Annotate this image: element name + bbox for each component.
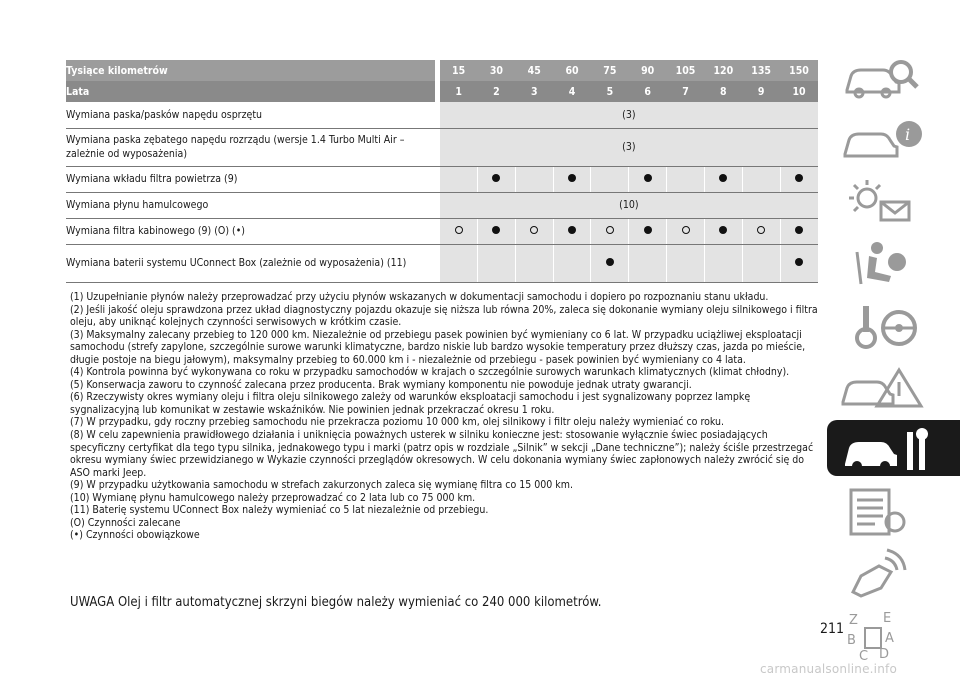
- car-search-icon: [839, 52, 949, 106]
- footnote: (•) Czynności obowiązkowe: [70, 529, 200, 542]
- tab-car-tools[interactable]: [827, 420, 960, 476]
- recommended-circle-icon: [757, 226, 765, 234]
- recommended-circle-icon: [530, 226, 538, 234]
- footnote: (10) Wymianę płynu hamulcowego należy przeprowadzać co 2 lata lub co 75 000 km.: [70, 491, 476, 504]
- footnote: (5) Konserwacja zaworu to czynność zalecana przez producenta. Brak wymiany komponentu nie powoduje jednak utraty gwarancji.: [70, 378, 692, 391]
- mandatory-dot-icon: [719, 174, 727, 182]
- service-cell: [742, 244, 780, 282]
- row-label: Wymiana filtra kabinowego (9) (O) (•): [66, 218, 435, 244]
- maintenance-table: [66, 60, 818, 283]
- service-cell: [704, 218, 742, 244]
- mandatory-dot-icon: [644, 174, 652, 182]
- service-cell: [704, 166, 742, 192]
- service-cell: [591, 244, 629, 282]
- svg-text:A: A: [885, 631, 894, 646]
- svg-text:C: C: [859, 649, 869, 664]
- recommended-circle-icon: [682, 226, 690, 234]
- service-cell: [440, 218, 478, 244]
- service-cell: [478, 244, 516, 282]
- service-cell: [629, 166, 667, 192]
- service-cell: [515, 218, 553, 244]
- header-year-6: 6: [629, 81, 667, 102]
- footnote: (1) Uzupełnianie płynów należy przeprowadzać przy użyciu płynów wskazanych w dokumentacji samochodu i dopiero po rozpoznaniu stanu układu.: [70, 291, 769, 303]
- service-cell: [591, 166, 629, 192]
- row-label: Wymiana paska/pasków napędu osprzętu: [66, 102, 435, 128]
- header-km-75: 75: [591, 60, 629, 81]
- service-cell: [704, 244, 742, 282]
- header-years-label: Lata: [66, 81, 435, 102]
- service-cell: [478, 166, 516, 192]
- footnote: (3) Maksymalny zalecany przebieg to 120 000 km. Niezależnie od przebiegu pasek powinien być wymieniany co 6 lat. W przypadku uciążliwej eksploatacji samochodu (strefy zapylone, szczególnie surowe warunki klimatyczne, bardzo niskie lub bardzo wysokie temperatury przez dłuższy czas, jazda po mieście, długie postoje na biegu jałowym), maksymalny przebieg to 60.000 km i - niezależnie od przebiegu - pasek powinien być wymieniany co 4 lata.: [70, 328, 806, 366]
- row-label: Wymiana płynu hamulcowego: [66, 192, 435, 218]
- row-interval-note: (3): [440, 128, 818, 166]
- footnote: (11) Baterię systemu UConnect Box należy wymieniać co 5 lat niezależnie od przebiegu.: [70, 504, 489, 517]
- service-cell: [780, 244, 818, 282]
- tab-car-signal[interactable]: [827, 544, 960, 600]
- footnote: (7) W przypadku, gdy roczny przebieg samochodu nie przekracza poziomu 10 000 km, olej silnikowy i filtr oleju należy wymieniać co roku.: [70, 416, 725, 429]
- mandatory-dot-icon: [644, 226, 652, 234]
- tab-alphabet-index[interactable]: [827, 606, 960, 662]
- service-cell: [742, 218, 780, 244]
- mandatory-dot-icon: [568, 226, 576, 234]
- header-year-10: 10: [780, 81, 818, 102]
- footnote: (O) Czynności zalecane: [70, 516, 181, 529]
- service-cell: [478, 218, 516, 244]
- service-cell: [591, 218, 629, 244]
- row-label: Wymiana paska zębatego napędu rozrządu (wersje 1.4 Turbo Multi Air – zależnie od wyposażenia): [66, 128, 435, 166]
- header-year-4: 4: [553, 81, 591, 102]
- service-cell: [553, 166, 591, 192]
- header-km-label: Tysiące kilometrów: [66, 60, 435, 81]
- service-cell: [780, 166, 818, 192]
- service-cell: [440, 244, 478, 282]
- mandatory-dot-icon: [492, 174, 500, 182]
- svg-text:B: B: [847, 633, 856, 648]
- header-row-km: [66, 60, 818, 81]
- car-info-icon: [839, 114, 949, 168]
- key-wheel-icon: [839, 300, 949, 354]
- header-km-120: 120: [704, 60, 742, 81]
- header-km-45: 45: [515, 60, 553, 81]
- service-cell: [667, 244, 705, 282]
- service-cell: [742, 166, 780, 192]
- header-year-8: 8: [704, 81, 742, 102]
- table-row: [66, 218, 818, 244]
- mandatory-dot-icon: [719, 226, 727, 234]
- table-row: [66, 102, 818, 128]
- tab-seat-airbag[interactable]: [827, 234, 960, 290]
- row-label: Wymiana baterii systemu UConnect Box (zależnie od wyposażenia) (11): [66, 244, 435, 282]
- header-year-3: 3: [515, 81, 553, 102]
- seat-airbag-icon: [839, 238, 949, 292]
- service-cell: [629, 244, 667, 282]
- mandatory-dot-icon: [795, 174, 803, 182]
- uwaga-note: UWAGA Olej i filtr automatycznej skrzyni biegów należy wymieniać co 240 000 kilometrów.: [70, 595, 602, 610]
- header-km-105: 105: [667, 60, 705, 81]
- tab-sun-envelope[interactable]: [827, 172, 960, 228]
- mandatory-dot-icon: [606, 258, 614, 266]
- footer-watermark: carmanualsonline.info: [760, 662, 897, 676]
- mandatory-dot-icon: [795, 226, 803, 234]
- header-row-years: [66, 81, 818, 102]
- service-cell: [667, 166, 705, 192]
- row-interval-note: (10): [440, 192, 818, 218]
- tab-document-list[interactable]: [827, 482, 960, 538]
- row-label: Wymiana wkładu filtra powietrza (9): [66, 166, 435, 192]
- car-tools-icon: [839, 424, 949, 478]
- header-km-90: 90: [629, 60, 667, 81]
- table-row: [66, 244, 818, 282]
- mandatory-dot-icon: [492, 226, 500, 234]
- service-cell: [440, 166, 478, 192]
- header-year-7: 7: [667, 81, 705, 102]
- document-list-icon: [839, 486, 949, 540]
- svg-text:i: i: [905, 125, 911, 144]
- header-km-135: 135: [742, 60, 780, 81]
- footnote: (8) W celu zapewnienia prawidłowego działania i uniknięcia poważnych usterek w silniku konieczne jest: stosowanie wyłącznie świec posiadających specyficzny certyfikat dla tego typu silnika, jednakowego typu i marki (patrz opis w rozdziale „Silnik” w sekcji „Dane techniczne”); należy ściśle przestrzegać okresu wymiany świec przewidzianego w Wykazie czynności przeglądów okresowych. W celu dokonania wymiany świec zapłonowych należy zwrócić się do ASO marki Jeep.: [70, 429, 814, 479]
- table-row: [66, 128, 818, 166]
- header-year-2: 2: [478, 81, 516, 102]
- service-cell: [553, 218, 591, 244]
- car-warning-icon: [839, 362, 949, 416]
- car-signal-icon: [839, 548, 949, 602]
- header-year-5: 5: [591, 81, 629, 102]
- service-cell: [515, 166, 553, 192]
- row-interval-note: (3): [440, 102, 818, 128]
- recommended-circle-icon: [606, 226, 614, 234]
- svg-text:Z: Z: [849, 613, 858, 628]
- table-row: [66, 192, 818, 218]
- svg-text:E: E: [883, 611, 892, 626]
- header-km-60: 60: [553, 60, 591, 81]
- footnote: (6) Rzeczywisty okres wymiany oleju i filtra oleju silnikowego zależy od warunków eksploatacji samochodu i jest sygnalizowany poprzez lampkę sygnalizacyjną lub komunikat w zestawie wskaźników. Nie powinien jednak przekraczać okresu 1 roku.: [70, 391, 751, 416]
- mandatory-dot-icon: [795, 258, 803, 266]
- header-year-9: 9: [742, 81, 780, 102]
- footnote: (4) Kontrola powinna być wykonywana co roku w przypadku samochodów w krajach o szczególnie surowych warunkach klimatycznych (klimat chłodny).: [70, 366, 790, 379]
- service-cell: [780, 218, 818, 244]
- footnotes: [70, 291, 818, 542]
- footnote: (2) Jeśli jakość oleju sprawdzona przez układ diagnostyczny pojazdu okazuje się niższa lub równa 20%, zaleca się dokonanie wymiany oleju silnikowego i filtra oleju, aby uniknąć kolejnych czynności serwisowych w krótkim czasie.: [70, 303, 818, 329]
- svg-text:D: D: [879, 647, 890, 662]
- service-cell: [515, 244, 553, 282]
- header-km-15: 15: [440, 60, 478, 81]
- alphabet-index-icon: [839, 610, 949, 664]
- tab-car-info[interactable]: [827, 110, 960, 166]
- header-km-150: 150: [780, 60, 818, 81]
- tab-car-warning[interactable]: [827, 358, 960, 414]
- tab-key-wheel[interactable]: [827, 296, 960, 352]
- recommended-circle-icon: [455, 226, 463, 234]
- footnote: (9) W przypadku użytkowania samochodu w strefach zakurzonych zaleca się wymianę filtra co 15 000 km.: [70, 479, 573, 492]
- service-cell: [553, 244, 591, 282]
- service-cell: [629, 218, 667, 244]
- page-number: 211: [820, 621, 845, 637]
- tab-car-search[interactable]: [827, 48, 960, 104]
- sun-envelope-icon: [839, 176, 949, 230]
- service-cell: [667, 218, 705, 244]
- header-year-1: 1: [440, 81, 478, 102]
- mandatory-dot-icon: [568, 174, 576, 182]
- table-row: [66, 166, 818, 192]
- header-km-30: 30: [478, 60, 516, 81]
